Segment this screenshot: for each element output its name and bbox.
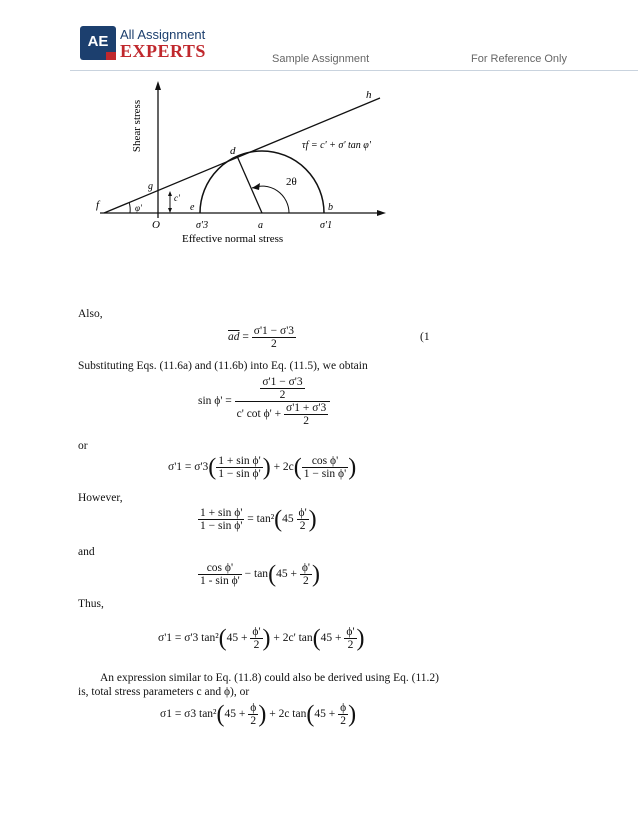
l-in1: 45 + bbox=[224, 708, 246, 721]
phi-label: φ' bbox=[135, 203, 142, 213]
equation-however: $\frac{\text{1 + sin ϕ'}}{\text{1 − sin ϕ'}}$ = tan²(45 $\frac{\phi'}{2}$ ) bbox=[200, 506, 317, 533]
ad-num: σ'1 − σ'3 bbox=[253, 325, 295, 337]
t-fn2: ϕ' bbox=[346, 626, 355, 638]
sin-denominator bbox=[235, 402, 331, 427]
sin-num-top: σ'1 − σ'3 bbox=[262, 376, 303, 388]
text-or: or bbox=[78, 440, 88, 452]
t-fd1: 2 bbox=[253, 639, 260, 651]
angle-arrow bbox=[252, 183, 260, 190]
y-axis-label: Shear stress bbox=[131, 99, 143, 153]
s1-n2: cos ϕ' bbox=[302, 455, 348, 468]
l-in2: 45 + bbox=[314, 708, 336, 721]
l-fd1: 2 bbox=[250, 715, 257, 727]
t-in2: 45 + bbox=[320, 632, 342, 645]
y-axis-arrow bbox=[155, 81, 161, 90]
c-arrow-down bbox=[168, 208, 172, 213]
logo-accent bbox=[106, 52, 116, 60]
point-h: h bbox=[366, 89, 372, 101]
x-axis-arrow bbox=[377, 210, 386, 216]
h-den: 1 − sin ϕ' bbox=[200, 520, 243, 532]
point-d: d bbox=[230, 145, 236, 157]
h-fn: ϕ' bbox=[298, 507, 307, 519]
sin-den-bot: 2 bbox=[303, 415, 310, 427]
text-also: Also, bbox=[78, 308, 103, 320]
ad-lhs: $\overline{ad}$ bbox=[228, 331, 240, 344]
s1-lhs: σ'1 = σ'3 bbox=[168, 461, 209, 474]
point-e: e bbox=[190, 202, 195, 213]
s1-d2: 1 − sin ϕ' bbox=[303, 468, 347, 480]
sin-den-a: c' cot ϕ' + bbox=[236, 408, 282, 421]
sigma1-label: σ'1 bbox=[320, 220, 333, 231]
a-den: 1 - sin ϕ' bbox=[200, 575, 240, 587]
header-right: For Reference Only bbox=[471, 53, 567, 65]
t-fd2: 2 bbox=[347, 639, 354, 651]
mohr-circle-diagram bbox=[90, 78, 390, 248]
l-mid: + 2c tan bbox=[269, 708, 307, 721]
header-divider bbox=[70, 70, 638, 71]
h-fd: 2 bbox=[299, 520, 306, 532]
t-in1: 45 + bbox=[226, 632, 248, 645]
a-num: cos ϕ' bbox=[198, 562, 242, 575]
t-fn1: ϕ' bbox=[252, 626, 261, 638]
angle-label: 2θ bbox=[286, 176, 297, 188]
s1-n1: 1 + sin ϕ' bbox=[218, 455, 261, 467]
point-f: f bbox=[96, 199, 100, 211]
h-num: 1 + sin ϕ' bbox=[200, 507, 243, 519]
a-rhs: − tan bbox=[244, 568, 269, 581]
equation-and: $\frac{\text{cos ϕ'}}{\text{1 - sin ϕ'}}$ − tan(45 + $\frac{\phi'}{2}$ ) bbox=[200, 561, 320, 588]
s1-d1: 1 − sin ϕ' bbox=[218, 468, 261, 480]
a-fd: 2 bbox=[303, 575, 309, 587]
equation-sin bbox=[198, 376, 330, 427]
s1-mid: + 2c bbox=[273, 461, 294, 474]
sin-den-top: σ'1 + σ'3 bbox=[286, 402, 327, 414]
ad-den: 2 bbox=[271, 338, 277, 350]
sin-num-bot: 2 bbox=[279, 389, 286, 401]
sin-lhs: sin ϕ' = bbox=[198, 395, 232, 408]
text-substituting: Substituting Eqs. (11.6a) and (11.6b) into Eq. (11.5), we obtain bbox=[78, 360, 368, 372]
failure-envelope bbox=[104, 98, 380, 213]
c-label: c' bbox=[174, 193, 180, 203]
equation-sigma1: σ'1 = σ'3( $\frac{\text{1 + sin ϕ'}}{\text{1 − sin ϕ'}}$ ) + 2c( $\frac{\text{cos ϕ'}}{\text{1 − sin ϕ'}}$ ) bbox=[168, 454, 357, 481]
h-rhs: = tan² bbox=[247, 513, 275, 526]
sin-numerator bbox=[235, 376, 331, 402]
logo-badge-text: AE bbox=[87, 33, 109, 50]
l-lhs: σ1 = σ3 tan² bbox=[160, 708, 217, 721]
a-in: 45 + bbox=[276, 568, 297, 581]
header-center: Sample Assignment bbox=[272, 53, 370, 65]
angle-arc bbox=[252, 186, 289, 213]
x-axis-label: Effective normal stress bbox=[182, 233, 284, 245]
t-mid: + 2c' tan bbox=[273, 632, 313, 645]
t-lhs: σ'1 = σ'3 tan² bbox=[158, 632, 219, 645]
text-expression-line2: is, total stress parameters c and ϕ), or bbox=[78, 686, 250, 698]
l-fn2: ϕ bbox=[340, 702, 347, 714]
text-and: and bbox=[78, 546, 95, 558]
a-fn: ϕ' bbox=[301, 562, 310, 574]
equation-total-stress: σ1 = σ3 tan²(45 + $\frac{\phi}{2}$ ) + 2c tan(45 + $\frac{\phi}{2}$ ) bbox=[160, 701, 357, 728]
l-fd2: 2 bbox=[340, 715, 346, 727]
envelope-label: τf = c' + σ' tan φ' bbox=[302, 140, 371, 151]
sigma3-label: σ'3 bbox=[196, 220, 209, 231]
mohr-semicircle bbox=[200, 151, 324, 213]
c-arrow-up bbox=[168, 191, 172, 196]
equation-number: (1 bbox=[420, 331, 430, 343]
equation-thus: σ'1 = σ'3 tan²(45 + $\frac{\phi'}{2}$ ) + 2c' tan(45 + $\frac{\phi'}{2}$ ) bbox=[158, 625, 365, 652]
l-fn1: ϕ bbox=[250, 702, 257, 714]
origin-label: O bbox=[152, 219, 160, 231]
text-expression-line1: An expression similar to Eq. (11.8) could also be derived using Eq. (11.2) bbox=[100, 672, 439, 684]
brand-top: All Assignment bbox=[120, 27, 206, 42]
sin-fraction bbox=[235, 376, 331, 427]
h-in: 45 bbox=[282, 513, 297, 526]
point-a: a bbox=[258, 220, 263, 231]
point-b: b bbox=[328, 202, 333, 213]
equation-ad: $\overline{ad}$ = $\frac{\sigma'1 - \sigma'3}{2}$ bbox=[228, 325, 295, 350]
brand-bottom: EXPERTS bbox=[120, 41, 206, 61]
text-however: However, bbox=[78, 492, 123, 504]
phi-arc bbox=[129, 202, 130, 213]
text-thus: Thus, bbox=[78, 598, 104, 610]
ad-fraction bbox=[252, 325, 296, 350]
point-g: g bbox=[148, 181, 153, 192]
